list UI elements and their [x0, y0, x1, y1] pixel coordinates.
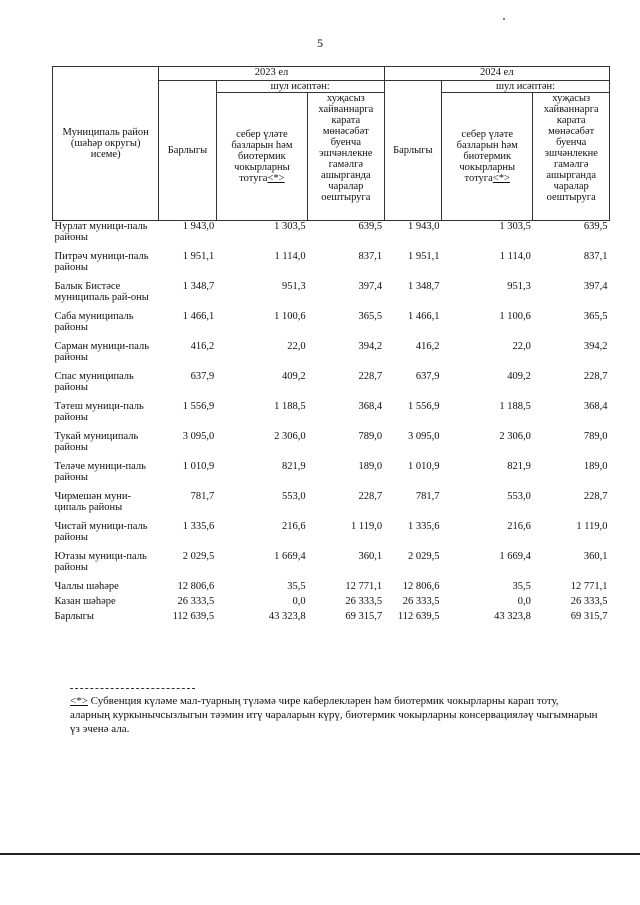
stray-2023: 837,1: [358, 251, 383, 262]
footnote-mark: <*>: [492, 173, 510, 184]
stray-2023: 189,0: [358, 461, 383, 472]
total-2024: 3 095,0: [408, 431, 440, 442]
stray-2023: 789,0: [358, 431, 383, 442]
total-header-2023: Барлыгы: [159, 81, 216, 221]
total-2024: 1 943,0: [408, 221, 440, 232]
row-name: Барлыгы: [54, 611, 94, 622]
table-row: [53, 371, 610, 401]
anthrax-2023: 1 114,0: [274, 251, 306, 262]
stray-2024: 365,5: [583, 311, 608, 322]
year-2024-header: 2024 ел: [384, 67, 609, 81]
anthrax-2024: 1 669,4: [499, 551, 531, 562]
anthrax-2023: 0,0: [292, 596, 306, 607]
row-name: Чирмешән муни-ципаль районы: [54, 491, 131, 513]
table-row: [53, 521, 610, 551]
total-2023: 26 333,5: [177, 596, 215, 607]
total-2023: 1 348,7: [182, 281, 215, 292]
total-2023: 416,2: [190, 341, 215, 352]
anthrax-2023: 1 100,6: [274, 311, 306, 322]
scan-border: [0, 853, 640, 855]
stray-2023: 360,1: [358, 551, 383, 562]
total-row: [53, 611, 610, 626]
total-2024: 26 333,5: [402, 596, 440, 607]
total-2024: 416,2: [415, 341, 440, 352]
footnote-mark: <*>: [70, 695, 88, 707]
table-row: [53, 221, 610, 252]
row-name: Ютазы муници-паль районы: [54, 551, 147, 573]
total-2023: 12 806,6: [177, 581, 215, 592]
total-2024: 1 466,1: [408, 311, 440, 322]
row-name: Теләче муници-паль районы: [54, 461, 146, 483]
total-2023: 2 029,5: [182, 551, 215, 562]
total-2023: 1 466,1: [182, 311, 215, 322]
stray-2024: 69 315,7: [570, 611, 608, 622]
stray-2023: 228,7: [358, 371, 383, 382]
stray-2024: 228,7: [583, 371, 608, 382]
stray-2024: 189,0: [583, 461, 608, 472]
total-2023: 1 556,9: [182, 401, 215, 412]
anthrax-2024: 216,6: [507, 521, 531, 532]
footnote-mark: <*>: [267, 173, 285, 184]
stray-2024: 228,7: [583, 491, 608, 502]
total-2024: 637,9: [415, 371, 440, 382]
total-2024: 12 806,6: [402, 581, 440, 592]
footnote: [70, 694, 600, 736]
total-2023: 112 639,5: [172, 611, 215, 622]
row-name: Сарман муници-паль районы: [54, 341, 149, 363]
total-2023: 3 095,0: [182, 431, 215, 442]
table-row: [53, 341, 610, 371]
table-row: [53, 461, 610, 491]
anthrax-2024: 35,5: [512, 581, 531, 592]
stray-2024: 1 119,0: [576, 521, 608, 532]
row-name: Казан шәһәре: [54, 596, 116, 607]
anthrax-2024: 951,3: [507, 281, 531, 292]
row-name: Балык Бистәсе муниципаль рай-оны: [54, 281, 149, 303]
anthrax-2023: 1 188,5: [274, 401, 306, 412]
anthrax-2023: 43 323,8: [268, 611, 306, 622]
anthrax-2023: 216,6: [281, 521, 306, 532]
stray-2023: 12 771,1: [345, 581, 383, 592]
including-header-2023: шул исәптән:: [216, 81, 384, 93]
anthrax-2023: 2 306,0: [274, 431, 306, 442]
anthrax-2024: 1 114,0: [499, 251, 531, 262]
page-number: 5: [317, 36, 323, 50]
anthrax-2024: 22,0: [512, 341, 531, 352]
anthrax-2023: 409,2: [281, 371, 306, 382]
anthrax-2023: 951,3: [281, 281, 306, 292]
stray-2024: 789,0: [583, 431, 608, 442]
table-row: [53, 401, 610, 431]
total-2024: 2 029,5: [408, 551, 440, 562]
scan-speck: [503, 18, 505, 20]
stray-2024: 394,2: [583, 341, 608, 352]
anthrax-2024: 1 188,5: [499, 401, 531, 412]
anthrax-2023: 1 669,4: [274, 551, 306, 562]
row-name: Спас муниципаль районы: [54, 371, 134, 393]
total-2024: 1 951,1: [408, 251, 440, 262]
total-2023: 781,7: [190, 491, 215, 502]
anthrax-2023: 821,9: [281, 461, 306, 472]
row-name: Тукай муниципаль районы: [54, 431, 139, 453]
total-2024: 1 348,7: [408, 281, 440, 292]
total-2023: 1 951,1: [182, 251, 215, 262]
footnote-divider: [70, 688, 195, 689]
table-row: [53, 311, 610, 341]
anthrax-header-2023: себер үләте базларын һәм биотермик чокырларны тотуга<*>: [216, 93, 307, 221]
stray-2023: 365,5: [358, 311, 383, 322]
anthrax-2023: 35,5: [287, 581, 306, 592]
total-2024: 1 010,9: [408, 461, 440, 472]
row-name: Чаллы шәһәре: [54, 581, 119, 592]
stray-2024: 26 333,5: [570, 596, 608, 607]
anthrax-2024: 43 323,8: [494, 611, 531, 622]
stray-animals-header-2024: хуҗасыз хайваннарга карата мөнәсәбәт буенча эшчәнлекне гамәлгә ашырганда чаралар оештыруга: [533, 93, 610, 221]
total-2023: 637,9: [190, 371, 215, 382]
anthrax-2023: 553,0: [281, 491, 306, 502]
anthrax-2024: 1 100,6: [499, 311, 531, 322]
total-2024: 781,7: [415, 491, 440, 502]
including-header-2024: шул исәптән:: [442, 81, 610, 93]
table-row: [53, 551, 610, 581]
stray-2023: 69 315,7: [345, 611, 383, 622]
anthrax-2024: 2 306,0: [499, 431, 531, 442]
total-2024: 1 335,6: [408, 521, 440, 532]
anthrax-2024: 1 303,5: [499, 221, 531, 232]
table-row: [53, 491, 610, 521]
row-name: Тәтеш муници-паль районы: [54, 401, 144, 423]
stray-2023: 394,2: [358, 341, 383, 352]
row-name: Чистай муници-паль районы: [54, 521, 148, 543]
table-row: [53, 281, 610, 311]
total-2024: 112 639,5: [397, 611, 440, 622]
stray-2024: 360,1: [583, 551, 608, 562]
row-name: Питрәч муници-паль районы: [54, 251, 149, 273]
stray-2024: 397,4: [583, 281, 608, 292]
stray-2024: 837,1: [583, 251, 608, 262]
total-2023: 1 010,9: [182, 461, 215, 472]
anthrax-2024: 0,0: [517, 596, 531, 607]
table-row: [53, 251, 610, 281]
municipality-header: Муниципаль район (шәһәр округы) исеме): [53, 67, 159, 221]
stray-2024: 639,5: [583, 221, 608, 232]
row-name: Саба муниципаль районы: [54, 311, 134, 333]
footnote-text: Субвенция күләме мал-туарның түләмә чире каберлекләрен һәм биотермик чокырларны карап тоту, аларның куркынычсызлыгын тәэмин итү чараларын күрү, биотермик чокырларны консервацияләү чыгымнарын үз эченә ала.: [70, 695, 598, 735]
stray-2023: 397,4: [358, 281, 383, 292]
stray-2023: 1 119,0: [351, 521, 383, 532]
anthrax-2024: 821,9: [507, 461, 531, 472]
table-row: [53, 431, 610, 461]
year-2023-header: 2023 ел: [159, 67, 384, 81]
anthrax-2023: 1 303,5: [274, 221, 306, 232]
row-name: Нурлат муници-паль районы: [54, 221, 148, 243]
stray-2023: 26 333,5: [345, 596, 383, 607]
stray-animals-header-2023: хуҗасыз хайваннарга карата мөнәсәбәт буенча эшчәнлекне гамәлгә ашырганда чаралар оештыруга: [308, 93, 385, 221]
stray-2023: 368,4: [358, 401, 383, 412]
table-row: [53, 581, 610, 596]
total-2023: 1 943,0: [182, 221, 215, 232]
stray-2024: 12 771,1: [570, 581, 608, 592]
anthrax-2024: 409,2: [507, 371, 531, 382]
total-header-2024: Барлыгы: [384, 81, 441, 221]
anthrax-2024: 553,0: [507, 491, 531, 502]
total-2023: 1 335,6: [182, 521, 215, 532]
stray-2023: 228,7: [358, 491, 383, 502]
table-row: [53, 596, 610, 611]
anthrax-header-2024: себер үләте базларын һәм биотермик чокырларны тотуга<*>: [442, 93, 533, 221]
budget-table: [52, 66, 610, 626]
stray-2024: 368,4: [583, 401, 608, 412]
stray-2023: 639,5: [358, 221, 383, 232]
anthrax-2023: 22,0: [287, 341, 306, 352]
total-2024: 1 556,9: [408, 401, 440, 412]
